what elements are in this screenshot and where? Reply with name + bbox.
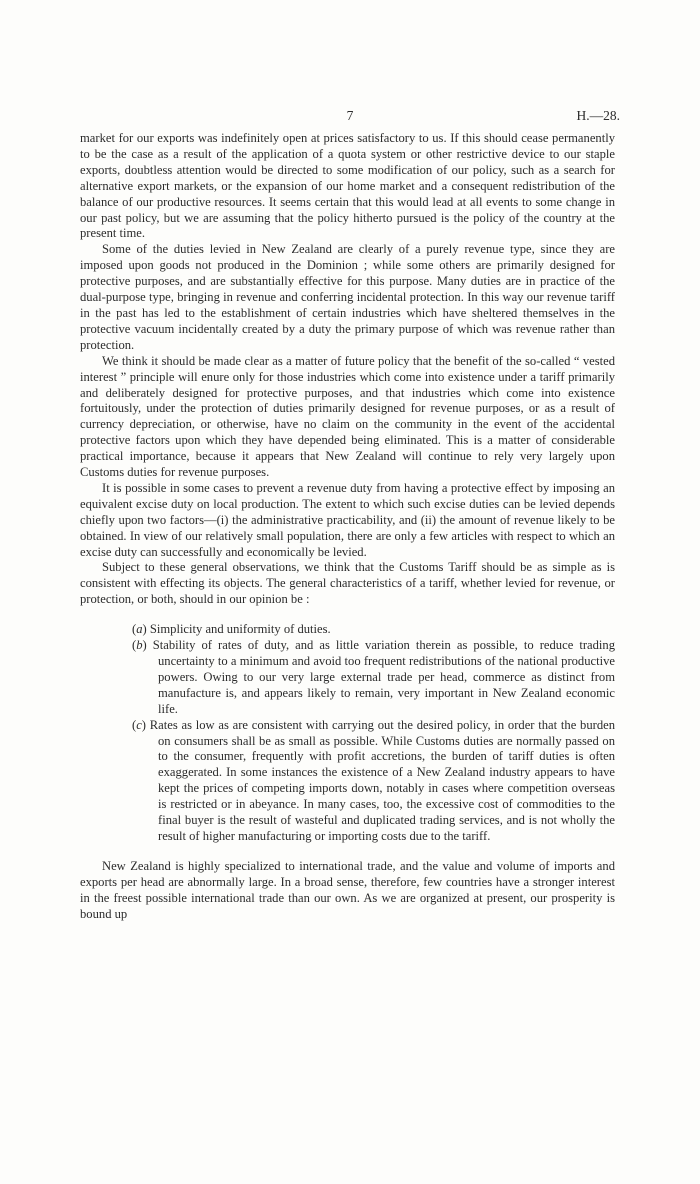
list-item: (a) Simplicity and uniformity of duties. xyxy=(132,622,331,637)
closing-paragraph: New Zealand is highly specialized to international trade, and the value and volume of imports and exports per head are abnormally large. In a broad sense, therefore, few countries have a stronger interest in the freest possible international trade than our own. As we are organized at present, our prosperity is bound up xyxy=(80,858,615,921)
page-number: 7 xyxy=(346,108,354,123)
paragraph: Some of the duties levied in New Zealand are clearly of a purely revenue type, since they are imposed upon goods not produced in the Dominion ; while some others are primarily designed for protective purposes, and are substantially effective for this purpose. Many duties are in practice of the dual-purpose type, bringing in revenue and conferring incidental protection. In this way our revenue tariff in the past has led to the establishment of certain industries which have sheltered themselves in the protective vacuum incidentally created by a duty the primary purpose of which was revenue rather than protection. xyxy=(80,242,615,352)
paragraph: Subject to these general observations, we think that the Customs Tariff should be as simple as is consistent with effecting its objects. The general characteristics of a tariff, whether levied for revenue, or protection, or both, should in our opinion be : xyxy=(80,560,615,607)
characteristics-list xyxy=(80,622,615,845)
list-item-label: c xyxy=(136,717,142,732)
list-item-text: Rates as low as are consistent with carrying out the desired policy, in order that the burden on consumers shall be as small as possible. While Customs duties are normally passed on to the consumer, frequently with profit accretions, the burden of tariff duties is often exaggerated. In some instances the existence of a New Zealand industry appears to have kept the prices of competing imports down, notably in cases where competition overseas is restricted or in abeyance. In many cases, too, the excessive cost of commodities to the final buyer is the result of wasteful and duplicated trading services, and is not wholly the result of higher manufacturing or importing costs due to the tariff. xyxy=(149,717,616,843)
list-item-text: Simplicity and uniformity of duties. xyxy=(149,622,331,637)
paragraph: We think it should be made clear as a matter of future policy that the benefit of the so-called “ vested interest ” principle will enure only for those industries which come into existence under a tariff primarily and deliberately designed for protective purposes, and that industries which come into existence fortuitously, under the protection of duties primarily designed for revenue purposes, or as a result of currency depreciation, or otherwise, have no claim on the community in the event of the accidental protective factors upon which they have depended being eliminated. This is a matter of considerable practical importance, because it appears that New Zealand will continue to rely very largely upon Customs duties for revenue purposes. xyxy=(80,353,615,480)
page-header xyxy=(80,108,620,126)
list-item-label: a xyxy=(136,622,143,637)
list-item-text: Stability of rates of duty, and as little variation therein as possible, to reduce trading uncertainty to a minimum and avoid too frequent redistributions of the national productive powers. Owing to our very large external trade per head, commerce as distinct from manufacture is, and appears likely to remain, very important in New Zealand economic life. xyxy=(152,638,615,716)
paragraph: It is possible in some cases to prevent a revenue duty from having a protective effect by imposing an equivalent excise duty on local production. The extent to which such excise duties can be levied depends chiefly upon two factors—(i) the administrative practicability, and (ii) the amount of revenue likely to be obtained. In view of our relatively small population, there are only a few articles with respect to which an excise duty can successfully and economically be levied. xyxy=(80,480,615,559)
list-item: (b) Stability of rates of duty, and as little variation therein as possible, to reduce trading uncertainty to a minimum and avoid too frequent redistributions of the national productive powers. Owing to our very large external trade per head, commerce as distinct from manufacture is, and appears likely to remain, very important in New Zealand economic life. xyxy=(132,638,615,716)
list-item-label: b xyxy=(136,638,143,653)
body-text xyxy=(80,131,615,923)
paragraph-continued: market for our exports was indefinitely open at prices satisfactory to us. If this should cease permanently to be the case as a result of the application of a quota system or other restrictive device to our staple exports, doubtless attention would be directed to some modification of our policy, such as a search for alternative export markets, or the expansion of our home market and a consequent redistribution of the balance of our productive resources. It seems certain that this would lead at all events to some change in our past policy, but we are assuming that the policy hitherto pursued is the policy of the country at the present time. xyxy=(80,131,615,241)
document-reference: H.—28. xyxy=(576,108,620,123)
list-item: (c) Rates as low as are consistent with carrying out the desired policy, in order that the burden on consumers shall be as small as possible. While Customs duties are normally passed on to the consumer, frequently with profit accretions, the burden of tariff duties is often exaggerated. In some instances the existence of a New Zealand industry appears to have kept the prices of competing imports down, notably in cases where competition overseas is restricted or in abeyance. In many cases, too, the excessive cost of commodities to the final buyer is the result of wasteful and duplicated trading services, and is not wholly the result of higher manufacturing or importing costs due to the tariff. xyxy=(132,717,616,843)
